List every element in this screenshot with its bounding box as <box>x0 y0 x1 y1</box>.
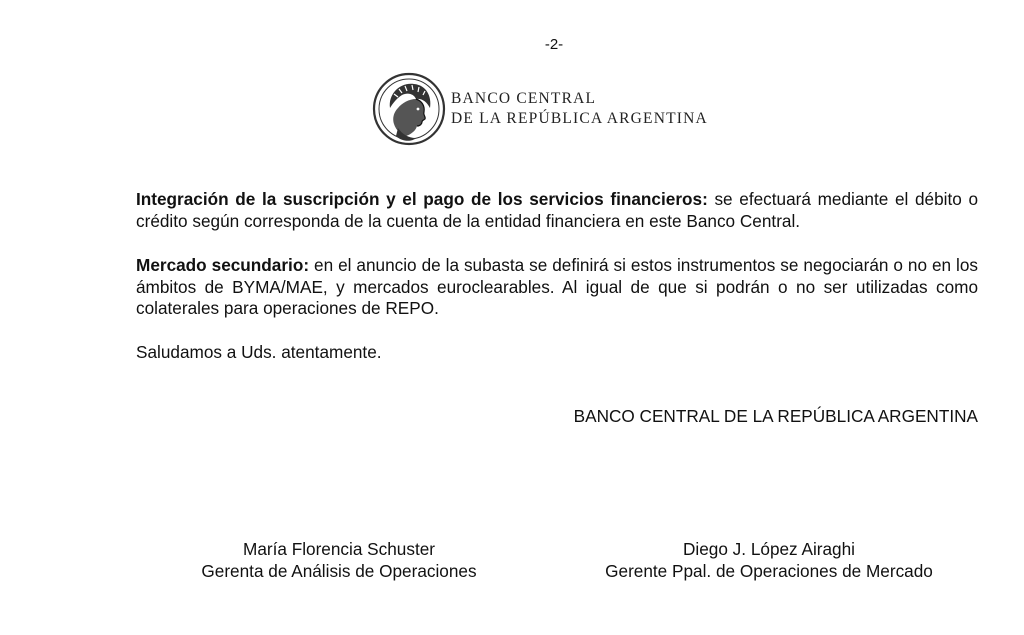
signatory-title: Gerente Ppal. de Operaciones de Mercado <box>605 561 933 581</box>
closing-salutation: Saludamos a Uds. atentamente. <box>136 342 382 362</box>
signature-block-right <box>579 538 959 582</box>
signatory-organization: BANCO CENTRAL DE LA REPÚBLICA ARGENTINA <box>573 406 978 426</box>
mercado-heading: Mercado secundario: <box>136 255 310 275</box>
integracion-text: se efectuará mediante el débito o crédito según corresponda de la cuenta de la entidad financiera en este Banco Central. <box>136 189 979 231</box>
page-number: -2- <box>544 36 564 53</box>
bcra-seal-icon <box>372 72 446 146</box>
bcra-letterhead <box>372 72 708 146</box>
bank-name-line2: DE LA REPÚBLICA ARGENTINA <box>451 110 708 127</box>
signatory-name: María Florencia Schuster <box>243 539 435 559</box>
paragraph-mercado-secundario <box>136 255 978 320</box>
bank-name-line1: BANCO CENTRAL <box>451 90 597 107</box>
signatory-name: Diego J. López Airaghi <box>683 539 855 559</box>
paragraph-integracion <box>136 189 978 232</box>
signature-block-left <box>149 538 529 582</box>
mercado-text: en el anuncio de la subasta se definirá si estos instrumentos se negociarán o no en los ámbitos de BYMA/MAE, y mercados euroclearables. Al igual de que si podrán o no ser utilizadas como colaterales para operaciones de REPO. <box>136 255 979 318</box>
signatory-title: Gerenta de Análisis de Operaciones <box>201 561 477 581</box>
bank-name <box>451 89 708 129</box>
integracion-heading: Integración de la suscripción y el pago de los servicios financieros: <box>136 189 708 209</box>
